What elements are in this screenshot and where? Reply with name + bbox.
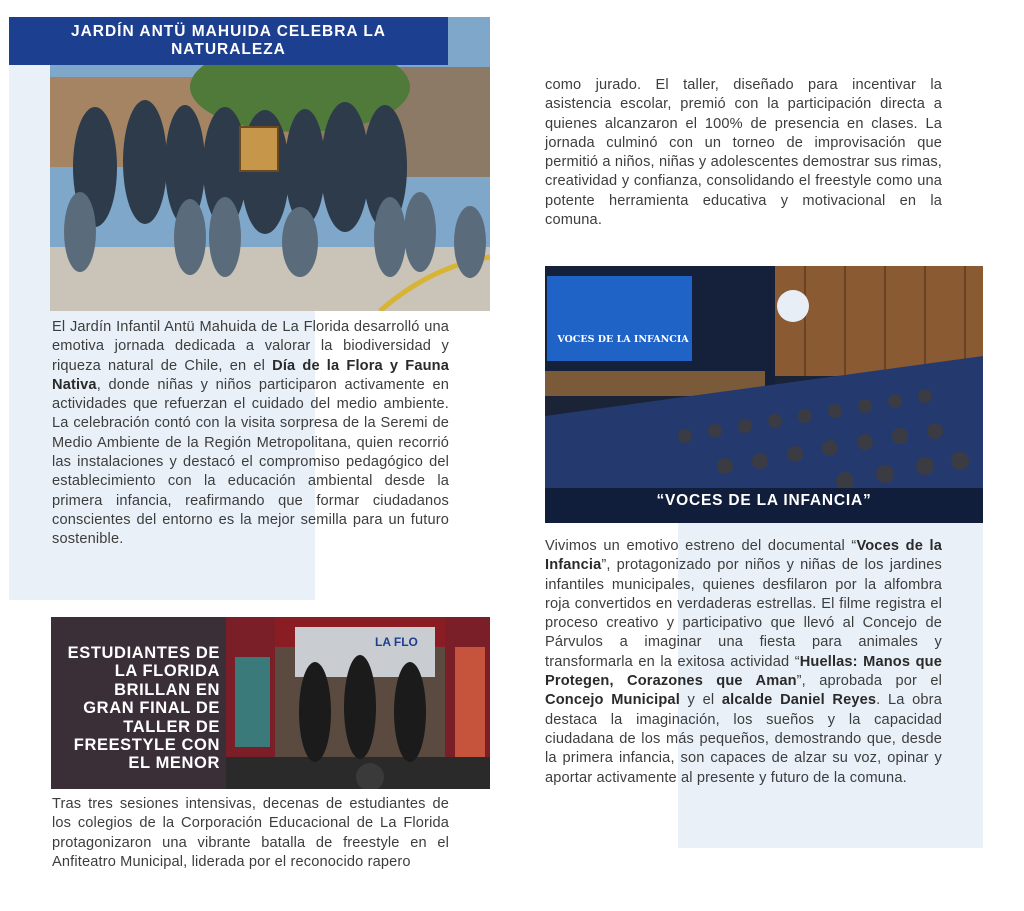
article2-body-left: Tras tres sesiones intensivas, decenas de estudiantes de los colegios de la Corporación Educacional de La Florida protagonizaron una vibrante batalla de freestyle en el Anfiteatro Municipal, liderada por el reconocido rapero <box>52 796 449 870</box>
article2-title-text: ESTUDIANTES DE LA FLORIDA BRILLAN EN GRAN FINAL DE TALLER DE FREESTYLE CON EL MENOR <box>67 644 220 773</box>
bold-voces: Voces de la Infancia <box>545 538 942 574</box>
photo-voces-theater <box>545 266 983 523</box>
article1-body: El Jardín Infantil Antü Mahuida de La Florida desarrolló una emotiva jornada dedicada a valorar la biodiversidad y riqueza natural de Chile, en el Día de la Flora y Fauna Nativa, donde niñas y niños participaron activamente en actividades que refuerzan el cuidado del medio ambiente. La celebración contó con la visita sorpresa de la Seremi de Medio Ambiente de la Región Metropolitana, quien recorrió las instalaciones y destacó el compromiso pedagógico del establecimiento con la educación ambiental desde la primera infancia, reafirmando que formar ciudadanos conscientes del entorno es la mejor semilla para un futuro sostenible. <box>52 319 449 548</box>
article2-title <box>51 617 226 789</box>
bold-huellas: Huellas: Manos que Protegen, Corazones que Aman <box>545 653 942 690</box>
bold-concejo: Concejo Municipal <box>545 692 680 709</box>
article3-caption: “VOCES DE LA INFANCIA” <box>656 492 872 509</box>
bold-alcalde: alcalde Daniel Reyes <box>721 692 877 709</box>
article2-body-right: como jurado. El taller, diseñado para incentivar la asistencia escolar, premió con la participación directa a quienes alcanzaron el 100% de presencia en clases. La jornada culminó con un torneo de improvisación que permitió a niños, niñas y adolescentes demostrar sus rimas, creatividad y confianza, consolidando el freestyle como una potente herramienta educativa y motivacional en la comuna. <box>545 77 942 229</box>
article1-title <box>9 17 448 65</box>
screen-title: VOCES DE LA INFANCIA <box>557 334 689 345</box>
photo-freestyle-stage <box>225 617 490 789</box>
article3-body: Vivimos un emotivo estreno del documental “Voces de la Infancia”, protagonizado por niños y niñas de los jardines infantiles municipales, quienes desfilaron por la alfombra roja convertidos en verdaderas estrellas. El filme registra el proceso creativo y participativo que llevó al Concejo de Párvulos a imaginar una fiesta para animales y transformarla en la exitosa actividad “Huellas: Manos que Protegen, Corazones que Aman”, aprobada por el Concejo Municipal y el alcalde Daniel Reyes. La obra destaca la imaginación, los sueños y la capacidad ciudadana de los más pequeños, demostrando que, desde la primera infancia, son capaces de alzar su voz, opinar y aportar activamente al presente y futuro de la comuna. <box>545 538 942 786</box>
bold-dia-flora: Día de la Flora y Fauna Nativa <box>52 357 449 393</box>
article1-title-text: JARDÍN ANTÜ MAHUIDA CELEBRA LA NATURALEZA <box>70 23 387 58</box>
banner-la-florida: LA FLO <box>375 635 418 649</box>
